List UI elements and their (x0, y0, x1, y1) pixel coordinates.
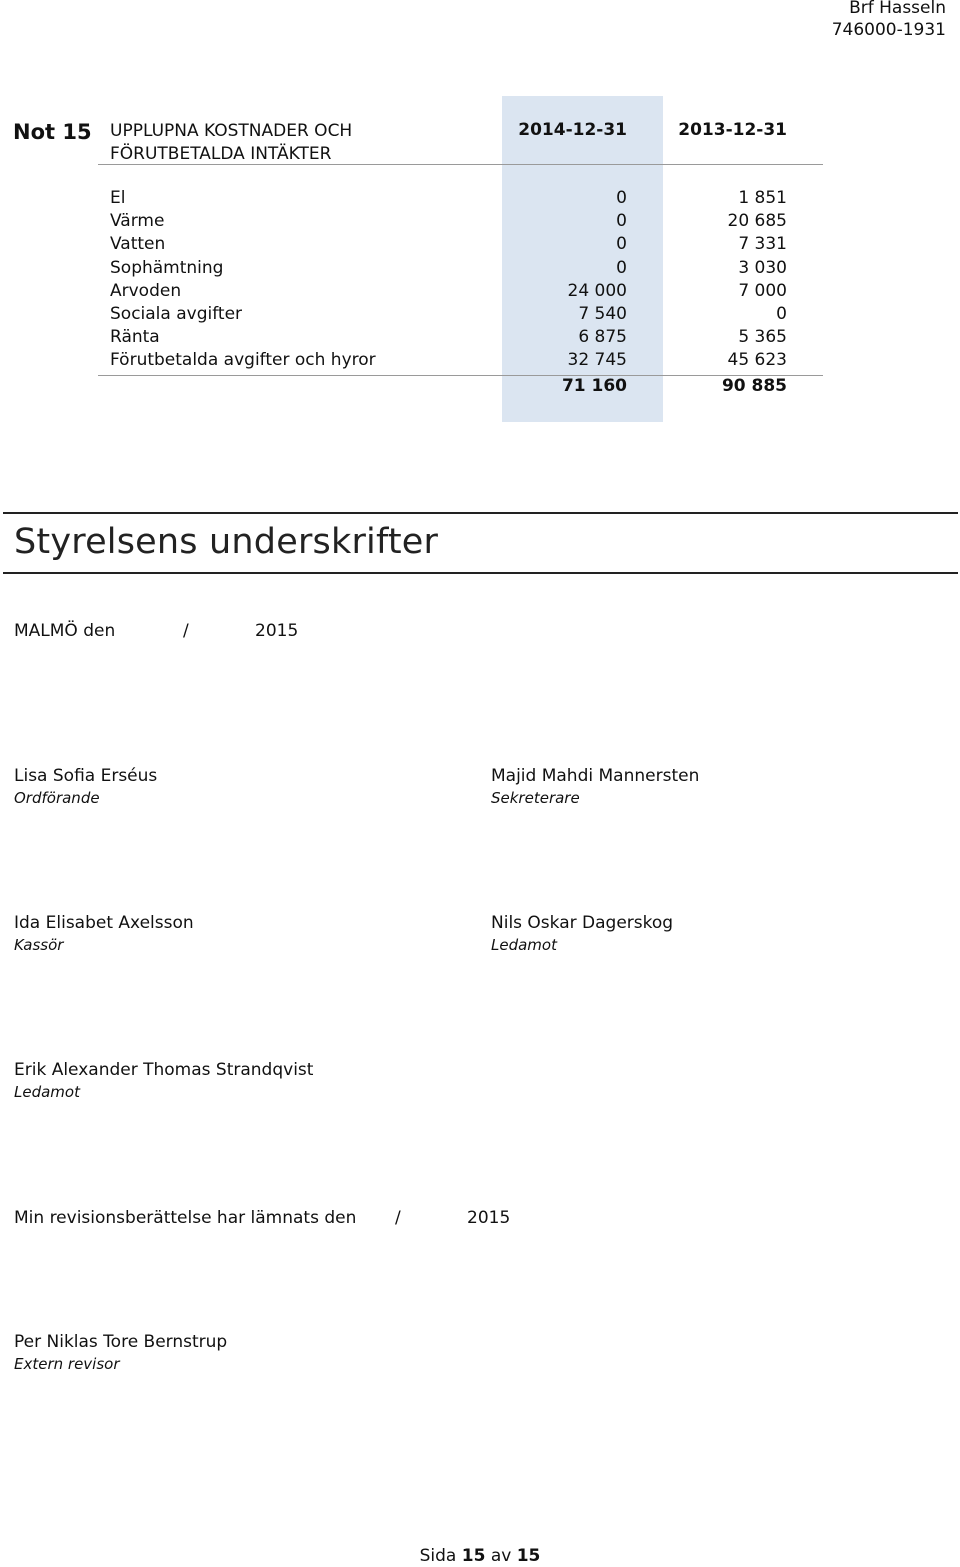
row-value-2013: 3 030 (738, 257, 787, 278)
row-label: Ränta (110, 327, 160, 348)
signatory-role: Ledamot (491, 936, 557, 954)
row-label: Sociala avgifter (110, 303, 243, 324)
table-total-rule (98, 375, 823, 376)
table-row (0, 281, 960, 304)
signatory-name: Erik Alexander Thomas Strandqvist (14, 1060, 314, 1080)
table-row (0, 304, 960, 327)
total-2013: 90 885 (721, 376, 787, 396)
page-footer (0, 1546, 960, 1566)
row-value-2013: 20 685 (727, 211, 787, 232)
audit-date-slash: / (395, 1208, 401, 1228)
table-row (0, 234, 960, 257)
row-value-2013: 7 000 (738, 280, 787, 301)
row-value-2014: 0 (616, 188, 627, 208)
note-title-line2: FÖRUTBETALDA INTÄKTER (110, 144, 332, 164)
row-label: Förutbetalda avgifter och hyror (110, 350, 376, 371)
note-title (110, 120, 352, 166)
signatory-name: Nils Oskar Dagerskog (491, 913, 674, 933)
row-value-2014: 7 540 (578, 303, 627, 324)
auditor-role: Extern revisor (14, 1355, 120, 1373)
row-label: Arvoden (110, 280, 182, 301)
row-value-2013: 7 331 (738, 234, 787, 255)
signatory-role: Ordförande (14, 789, 100, 807)
table-body (0, 188, 960, 374)
signing-place: MALMÖ den (14, 621, 116, 641)
note-title-line1: UPPLUPNA KOSTNADER OCH (110, 121, 353, 141)
table-row (0, 211, 960, 234)
row-label: Värme (110, 211, 165, 232)
footer-page-total: 15 (516, 1546, 541, 1566)
table-row (0, 327, 960, 350)
footer-middle: av (490, 1546, 512, 1566)
section-title: Styrelsens underskrifter (14, 522, 439, 562)
row-value-2014: 0 (616, 257, 627, 278)
row-label: El (110, 188, 126, 208)
section-rule-bottom (3, 572, 958, 574)
audit-statement: Min revisionsberättelse har lämnats den (14, 1208, 357, 1228)
table-header-rule (98, 164, 823, 165)
row-label: Vatten (110, 234, 166, 255)
signing-date-slash: / (183, 621, 189, 641)
row-value-2014: 0 (616, 234, 627, 255)
row-label: Sophämtning (110, 257, 224, 278)
signatory-name: Lisa Sofia Erséus (14, 766, 158, 786)
row-value-2014: 32 745 (567, 350, 627, 371)
signatory-role: Kassör (14, 936, 64, 954)
signatory-name: Ida Elisabet Axelsson (14, 913, 194, 933)
row-value-2014: 24 000 (567, 280, 627, 301)
row-value-2014: 6 875 (578, 327, 627, 348)
footer-prefix: Sida (419, 1546, 457, 1566)
row-value-2013: 1 851 (738, 188, 787, 208)
signing-year: 2015 (255, 621, 299, 641)
auditor-name: Per Niklas Tore Bernstrup (14, 1332, 228, 1352)
table-row (0, 188, 960, 211)
total-2014: 71 160 (561, 376, 627, 396)
footer-page-number: 15 (461, 1546, 486, 1566)
signatory-role: Sekreterare (491, 789, 580, 807)
signatory-role: Ledamot (14, 1083, 80, 1101)
section-rule-top (3, 512, 958, 514)
row-value-2013: 0 (776, 303, 787, 324)
row-value-2013: 45 623 (727, 350, 787, 371)
note-label: Not 15 (13, 120, 92, 144)
association-name: Brf Hasseln (849, 0, 946, 18)
row-value-2013: 5 365 (738, 327, 787, 348)
signatory-name: Majid Mahdi Mannersten (491, 766, 700, 786)
org-number: 746000-1931 (831, 20, 946, 40)
column-header-2013: 2013-12-31 (678, 120, 787, 140)
column-header-2014: 2014-12-31 (518, 120, 627, 140)
row-value-2014: 0 (616, 211, 627, 232)
table-row (0, 258, 960, 281)
table-row (0, 350, 960, 373)
audit-year: 2015 (467, 1208, 511, 1228)
